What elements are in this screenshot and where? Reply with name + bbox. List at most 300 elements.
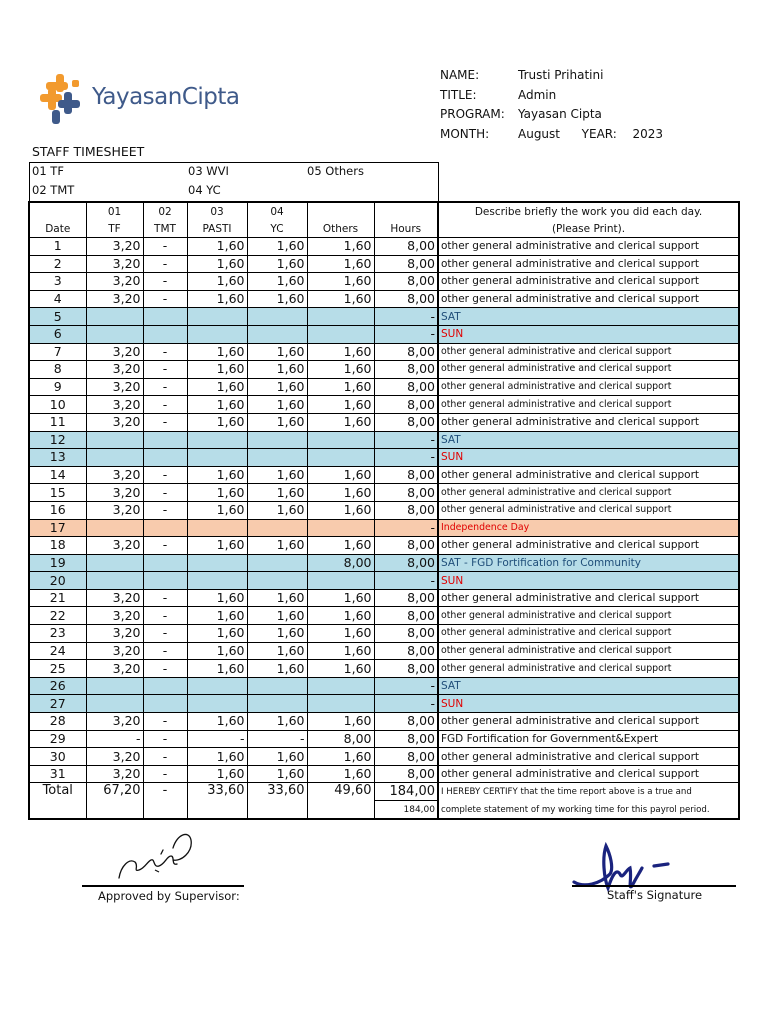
- title-label: TITLE:: [440, 87, 477, 102]
- cell-yc: 1,60: [247, 501, 307, 519]
- table-row: [29, 607, 739, 625]
- cell-pasti: 1,60: [187, 396, 247, 414]
- header-hours: Hours: [374, 220, 438, 238]
- cell-description: SUN: [438, 695, 739, 713]
- cell-tf: 3,20: [86, 748, 143, 766]
- cell-hours: 8,00: [374, 765, 438, 783]
- cell-others: 1,60: [307, 748, 374, 766]
- cell-hours: 8,00: [374, 238, 438, 256]
- cell-yc: [247, 677, 307, 695]
- cell-tmt: -: [143, 501, 187, 519]
- header-tmt: TMT: [143, 220, 187, 238]
- cell-date: 4: [29, 290, 86, 308]
- cell-tmt: [143, 677, 187, 695]
- cell-tf: [86, 695, 143, 713]
- cell-date: 31: [29, 765, 86, 783]
- cell-date: 18: [29, 537, 86, 555]
- cell-tmt: -: [143, 730, 187, 748]
- cell-description: other general administrative and clerical support: [438, 642, 739, 660]
- cell-date: 28: [29, 713, 86, 731]
- cell-date: 23: [29, 625, 86, 643]
- cell-tf: 3,20: [86, 660, 143, 678]
- cell-description: other general administrative and clerical support: [438, 660, 739, 678]
- cell-yc: 1,60: [247, 255, 307, 273]
- cell-tf: 3,20: [86, 625, 143, 643]
- cell-others: [307, 308, 374, 326]
- table-row: [29, 519, 739, 537]
- program-value: Yayasan Cipta: [518, 107, 602, 121]
- cell-others: 1,60: [307, 466, 374, 484]
- cell-pasti: [187, 677, 247, 695]
- cell-description: other general administrative and clerical support: [438, 255, 739, 273]
- cell-tmt: -: [143, 255, 187, 273]
- cell-hours: -: [374, 519, 438, 537]
- cell-hours: 8,00: [374, 589, 438, 607]
- code-03: 03 WVI: [188, 164, 229, 178]
- table-row: [29, 325, 739, 343]
- cell-description: other general administrative and clerical support: [438, 273, 739, 291]
- cell-pasti: 1,60: [187, 589, 247, 607]
- cell-date: 26: [29, 677, 86, 695]
- cell-date: 12: [29, 431, 86, 449]
- cell-tmt: -: [143, 484, 187, 502]
- cell-yc: 1,60: [247, 396, 307, 414]
- cell-hours: 8,00: [374, 625, 438, 643]
- table-row: [29, 396, 739, 414]
- cell-pasti: [187, 572, 247, 590]
- cell-tmt: -: [143, 396, 187, 414]
- cell-pasti: 1,60: [187, 748, 247, 766]
- table-row: [29, 677, 739, 695]
- cell-others: [307, 449, 374, 467]
- cell-hours: -: [374, 308, 438, 326]
- cell-tf: -: [86, 730, 143, 748]
- cell-description: other general administrative and clerical support: [438, 343, 739, 361]
- table-row: [29, 361, 739, 379]
- cell-pasti: 1,60: [187, 607, 247, 625]
- table-row: [29, 501, 739, 519]
- employee-info: [440, 66, 663, 144]
- table-row: [29, 343, 739, 361]
- cell-yc: 1,60: [247, 343, 307, 361]
- cell-others: 8,00: [307, 730, 374, 748]
- cell-tf: [86, 572, 143, 590]
- year-value: 2023: [632, 126, 663, 141]
- cell-pasti: 1,60: [187, 413, 247, 431]
- cell-tmt: -: [143, 238, 187, 256]
- cell-tf: 3,20: [86, 466, 143, 484]
- cell-pasti: 1,60: [187, 484, 247, 502]
- cell-tf: 3,20: [86, 484, 143, 502]
- cell-others: 1,60: [307, 396, 374, 414]
- cell-description: SAT - FGD Fortification for Community: [438, 554, 739, 572]
- cell-date: 22: [29, 607, 86, 625]
- table-row: [29, 308, 739, 326]
- staff-signature-label: Staff's Signature: [607, 888, 703, 902]
- cell-date: 10: [29, 396, 86, 414]
- name-label: NAME:: [440, 68, 480, 82]
- cell-date: 6: [29, 325, 86, 343]
- cell-pasti: [187, 431, 247, 449]
- cell-hours: 8,00: [374, 607, 438, 625]
- table-row: [29, 589, 739, 607]
- cell-yc: 1,60: [247, 238, 307, 256]
- header-tf-code: 01: [86, 202, 143, 220]
- cell-date: 14: [29, 466, 86, 484]
- cell-tf: 3,20: [86, 343, 143, 361]
- cell-pasti: 1,60: [187, 466, 247, 484]
- cell-others: 1,60: [307, 660, 374, 678]
- cell-yc: 1,60: [247, 713, 307, 731]
- approved-by-supervisor-label: Approved by Supervisor:: [98, 889, 240, 903]
- cell-yc: 1,60: [247, 290, 307, 308]
- cell-others: 1,60: [307, 607, 374, 625]
- cell-yc: [247, 695, 307, 713]
- total-hours: 184,00: [374, 783, 438, 801]
- cell-tf: 3,20: [86, 642, 143, 660]
- cell-date: 9: [29, 378, 86, 396]
- cell-others: 1,60: [307, 378, 374, 396]
- table-row: [29, 290, 739, 308]
- cell-hours: -: [374, 325, 438, 343]
- cell-description: other general administrative and clerical support: [438, 290, 739, 308]
- cell-tmt: -: [143, 625, 187, 643]
- cell-description: other general administrative and clerical support: [438, 413, 739, 431]
- cell-hours: 8,00: [374, 290, 438, 308]
- cell-date: 19: [29, 554, 86, 572]
- total-tmt: -: [143, 783, 187, 820]
- cell-tmt: -: [143, 748, 187, 766]
- table-row: [29, 378, 739, 396]
- cell-hours: 8,00: [374, 748, 438, 766]
- total-yc: 33,60: [247, 783, 307, 820]
- cell-tf: 3,20: [86, 238, 143, 256]
- cell-description: SAT: [438, 677, 739, 695]
- title-row: [440, 86, 663, 106]
- header-others: Others: [307, 220, 374, 238]
- cell-tf: 3,20: [86, 589, 143, 607]
- logo-mark-icon: [38, 72, 90, 128]
- cell-description: other general administrative and clerical support: [438, 361, 739, 379]
- cell-description: FGD Fortification for Government&Expert: [438, 730, 739, 748]
- cell-tf: 3,20: [86, 255, 143, 273]
- cell-date: 7: [29, 343, 86, 361]
- code-01: 01 TF: [32, 164, 64, 178]
- cell-description: SUN: [438, 325, 739, 343]
- code-04: 04 YC: [188, 183, 221, 197]
- table-row: [29, 554, 739, 572]
- staff-signature-line: [572, 885, 736, 887]
- cell-date: 27: [29, 695, 86, 713]
- title-value: Admin: [518, 87, 557, 102]
- cell-others: 1,60: [307, 537, 374, 555]
- header-row-codes: [29, 202, 739, 220]
- cell-yc: 1,60: [247, 625, 307, 643]
- cell-yc: 1,60: [247, 378, 307, 396]
- header-cell: [374, 202, 438, 220]
- header-tmt-code: 02: [143, 202, 187, 220]
- cell-date: 21: [29, 589, 86, 607]
- cell-hours: 8,00: [374, 396, 438, 414]
- cell-description: other general administrative and clerical support: [438, 765, 739, 783]
- cell-hours: 8,00: [374, 378, 438, 396]
- header-pasti: PASTI: [187, 220, 247, 238]
- header-desc-1: Describe briefly the work you did each day.: [438, 202, 739, 220]
- cell-pasti: 1,60: [187, 660, 247, 678]
- cell-date: 24: [29, 642, 86, 660]
- cell-pasti: [187, 325, 247, 343]
- cell-hours: 8,00: [374, 660, 438, 678]
- cell-pasti: 1,60: [187, 290, 247, 308]
- cell-description: Independence Day: [438, 519, 739, 537]
- cell-tmt: [143, 308, 187, 326]
- cell-hours: -: [374, 677, 438, 695]
- cell-pasti: -: [187, 730, 247, 748]
- total-others: 49,60: [307, 783, 374, 820]
- cell-description: other general administrative and clerical support: [438, 484, 739, 502]
- header-cell: [29, 202, 86, 220]
- cell-pasti: [187, 554, 247, 572]
- total-row: [29, 783, 739, 801]
- cell-tmt: -: [143, 589, 187, 607]
- table-row: [29, 449, 739, 467]
- cell-tmt: [143, 554, 187, 572]
- table-row: [29, 431, 739, 449]
- cell-tf: 3,20: [86, 713, 143, 731]
- cell-others: 1,60: [307, 484, 374, 502]
- cell-others: 1,60: [307, 361, 374, 379]
- cell-description: other general administrative and clerical support: [438, 607, 739, 625]
- cell-others: 1,60: [307, 501, 374, 519]
- table-row: [29, 466, 739, 484]
- cell-hours: 8,00: [374, 413, 438, 431]
- cell-description: other general administrative and clerical support: [438, 466, 739, 484]
- timesheet-table: [28, 201, 740, 820]
- cell-others: [307, 325, 374, 343]
- cell-tmt: -: [143, 765, 187, 783]
- cell-hours: 8,00: [374, 466, 438, 484]
- cell-description: other general administrative and clerical support: [438, 501, 739, 519]
- month-label: MONTH:: [440, 126, 490, 141]
- cell-tmt: [143, 325, 187, 343]
- table-row: [29, 713, 739, 731]
- cell-description: other general administrative and clerical support: [438, 378, 739, 396]
- cell-tmt: -: [143, 607, 187, 625]
- cell-tf: [86, 519, 143, 537]
- header-yc-code: 04: [247, 202, 307, 220]
- table-row: [29, 413, 739, 431]
- header-row-labels: [29, 220, 739, 238]
- cell-yc: 1,60: [247, 660, 307, 678]
- cell-others: 1,60: [307, 625, 374, 643]
- cell-yc: 1,60: [247, 537, 307, 555]
- program-row: [440, 105, 663, 125]
- cell-hours: 8,00: [374, 361, 438, 379]
- month-row: [440, 125, 663, 145]
- cell-pasti: 1,60: [187, 255, 247, 273]
- cell-yc: 1,60: [247, 589, 307, 607]
- cell-hours: 8,00: [374, 730, 438, 748]
- table-row: [29, 695, 739, 713]
- total-label: Total: [29, 783, 86, 820]
- cell-tmt: -: [143, 466, 187, 484]
- cell-tf: [86, 308, 143, 326]
- cell-yc: 1,60: [247, 484, 307, 502]
- table-row: [29, 572, 739, 590]
- cell-hours: -: [374, 695, 438, 713]
- cell-description: other general administrative and clerical support: [438, 238, 739, 256]
- cell-pasti: 1,60: [187, 361, 247, 379]
- cell-description: SUN: [438, 572, 739, 590]
- certify-line-1: I HEREBY CERTIFY that the time report above is a true and: [438, 783, 739, 801]
- cell-hours: 8,00: [374, 501, 438, 519]
- table-row: [29, 537, 739, 555]
- cell-yc: [247, 519, 307, 537]
- cell-yc: [247, 431, 307, 449]
- funding-codes-box: [29, 162, 439, 202]
- cell-others: 8,00: [307, 554, 374, 572]
- cell-hours: 8,00: [374, 713, 438, 731]
- year-label: YEAR:: [581, 126, 617, 141]
- cell-tf: [86, 677, 143, 695]
- cell-pasti: 1,60: [187, 501, 247, 519]
- cell-date: 30: [29, 748, 86, 766]
- cell-yc: [247, 325, 307, 343]
- header-cell: [307, 202, 374, 220]
- cell-yc: [247, 554, 307, 572]
- table-row: [29, 660, 739, 678]
- cell-tmt: [143, 519, 187, 537]
- header-yc: YC: [247, 220, 307, 238]
- cell-description: other general administrative and clerical support: [438, 713, 739, 731]
- total-hours-check: 184,00: [374, 801, 438, 820]
- cell-date: 11: [29, 413, 86, 431]
- table-row: [29, 625, 739, 643]
- cell-others: 1,60: [307, 413, 374, 431]
- month-value: August: [518, 126, 560, 141]
- header-pasti-code: 03: [187, 202, 247, 220]
- cell-tf: 3,20: [86, 765, 143, 783]
- cell-hours: 8,00: [374, 537, 438, 555]
- cell-tf: [86, 554, 143, 572]
- cell-tf: 3,20: [86, 273, 143, 291]
- cell-hours: -: [374, 431, 438, 449]
- cell-tmt: [143, 431, 187, 449]
- header-date: Date: [29, 220, 86, 238]
- cell-pasti: 1,60: [187, 713, 247, 731]
- page-title: STAFF TIMESHEET: [32, 144, 145, 159]
- cell-others: 1,60: [307, 343, 374, 361]
- table-row: [29, 765, 739, 783]
- cell-pasti: 1,60: [187, 537, 247, 555]
- cell-hours: 8,00: [374, 554, 438, 572]
- total-tf: 67,20: [86, 783, 143, 820]
- supervisor-signature-line: [82, 885, 244, 887]
- cell-others: 1,60: [307, 589, 374, 607]
- cell-description: SUN: [438, 449, 739, 467]
- cell-pasti: 1,60: [187, 378, 247, 396]
- program-label: PROGRAM:: [440, 107, 505, 121]
- cell-tmt: -: [143, 660, 187, 678]
- cell-others: 1,60: [307, 255, 374, 273]
- cell-hours: 8,00: [374, 255, 438, 273]
- cell-tmt: [143, 449, 187, 467]
- cell-description: other general administrative and clerical support: [438, 396, 739, 414]
- cell-pasti: [187, 308, 247, 326]
- code-02: 02 TMT: [32, 183, 75, 197]
- cell-pasti: 1,60: [187, 273, 247, 291]
- name-row: [440, 66, 663, 86]
- cell-yc: 1,60: [247, 413, 307, 431]
- cell-tf: [86, 431, 143, 449]
- cell-description: SAT: [438, 308, 739, 326]
- cell-date: 16: [29, 501, 86, 519]
- cell-yc: [247, 449, 307, 467]
- cell-date: 17: [29, 519, 86, 537]
- logo-wordmark: YayasanCipta: [92, 84, 240, 110]
- cell-pasti: [187, 519, 247, 537]
- cell-tf: 3,20: [86, 396, 143, 414]
- cell-hours: -: [374, 572, 438, 590]
- cell-hours: 8,00: [374, 484, 438, 502]
- cell-date: 29: [29, 730, 86, 748]
- cell-tf: 3,20: [86, 537, 143, 555]
- cell-yc: 1,60: [247, 765, 307, 783]
- cell-others: 1,60: [307, 273, 374, 291]
- cell-tmt: [143, 572, 187, 590]
- cell-others: 1,60: [307, 290, 374, 308]
- cell-pasti: 1,60: [187, 765, 247, 783]
- cell-yc: 1,60: [247, 466, 307, 484]
- cell-yc: 1,60: [247, 361, 307, 379]
- cell-pasti: 1,60: [187, 238, 247, 256]
- cell-date: 20: [29, 572, 86, 590]
- cell-tmt: -: [143, 713, 187, 731]
- cell-date: 3: [29, 273, 86, 291]
- cell-tf: 3,20: [86, 607, 143, 625]
- yayasan-cipta-logo: [38, 72, 238, 128]
- cell-date: 25: [29, 660, 86, 678]
- header-desc-2: (Please Print).: [438, 220, 739, 238]
- table-row: [29, 255, 739, 273]
- cell-others: [307, 695, 374, 713]
- cell-others: 1,60: [307, 713, 374, 731]
- cell-description: other general administrative and clerical support: [438, 748, 739, 766]
- table-row: [29, 238, 739, 256]
- cell-date: 8: [29, 361, 86, 379]
- cell-tmt: [143, 695, 187, 713]
- total-pasti: 33,60: [187, 783, 247, 820]
- cell-tmt: -: [143, 413, 187, 431]
- cell-date: 15: [29, 484, 86, 502]
- cell-tmt: -: [143, 537, 187, 555]
- table-row: [29, 484, 739, 502]
- cell-hours: 8,00: [374, 273, 438, 291]
- cell-date: 5: [29, 308, 86, 326]
- cell-tf: 3,20: [86, 378, 143, 396]
- cell-yc: [247, 308, 307, 326]
- cell-tmt: -: [143, 642, 187, 660]
- cell-date: 13: [29, 449, 86, 467]
- cell-tf: 3,20: [86, 413, 143, 431]
- cell-description: SAT: [438, 431, 739, 449]
- cell-pasti: 1,60: [187, 625, 247, 643]
- cell-description: other general administrative and clerical support: [438, 589, 739, 607]
- cell-tmt: -: [143, 343, 187, 361]
- cell-tmt: -: [143, 361, 187, 379]
- supervisor-signature-icon: [115, 826, 197, 884]
- cell-date: 2: [29, 255, 86, 273]
